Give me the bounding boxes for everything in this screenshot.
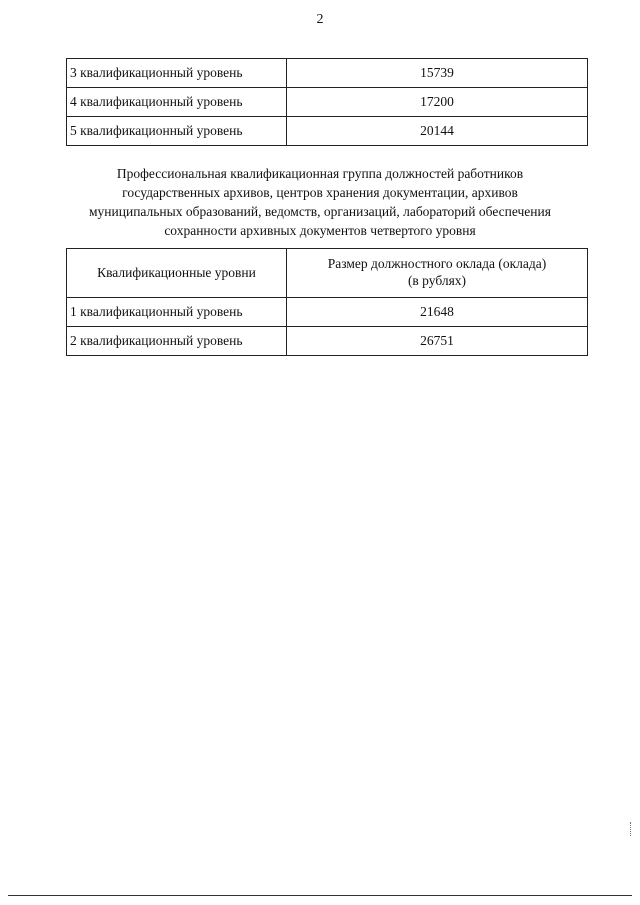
section-heading: [40, 164, 600, 240]
qualification-level-cell: 5 квалификационный уровень: [67, 117, 287, 146]
qualification-level-cell: 3 квалификационный уровень: [67, 59, 287, 88]
table-row: [67, 59, 588, 88]
heading-line: государственных архивов, центров хранения документации, архивов: [122, 185, 518, 200]
qualification-level-cell: 2 квалификационный уровень: [67, 327, 287, 356]
heading-line: Профессиональная квалификационная группа должностей работников: [116, 166, 524, 181]
salary-cell: 17200: [287, 88, 588, 117]
table-header-row: [67, 249, 588, 298]
salary-cell: 20144: [287, 117, 588, 146]
heading-line: муниципальных образований, ведомств, организаций, лабораторий обеспечения: [89, 204, 551, 219]
table-row: [67, 117, 588, 146]
column-header-salary-line1: Размер должностного оклада (оклада): [327, 256, 547, 272]
salary-cell: 26751: [287, 327, 588, 356]
table-row: [67, 88, 588, 117]
salary-table-upper: [66, 58, 588, 146]
salary-cell: 21648: [287, 298, 588, 327]
qualification-level-cell: 4 квалификационный уровень: [67, 88, 287, 117]
column-header-salary-line2: (в рублях): [407, 273, 467, 288]
salary-cell: 15739: [287, 59, 588, 88]
scan-edge-mark: [630, 822, 633, 836]
table-row: [67, 298, 588, 327]
heading-line: сохранности архивных документов четвертого уровня: [164, 223, 476, 238]
column-header-levels: Квалификационные уровни: [67, 249, 287, 298]
qualification-level-cell: 1 квалификационный уровень: [67, 298, 287, 327]
table-row: [67, 327, 588, 356]
page-number: 2: [316, 12, 324, 27]
bottom-rule: [8, 895, 632, 896]
salary-table-lower: [66, 248, 588, 356]
column-header-salary: [287, 249, 588, 298]
